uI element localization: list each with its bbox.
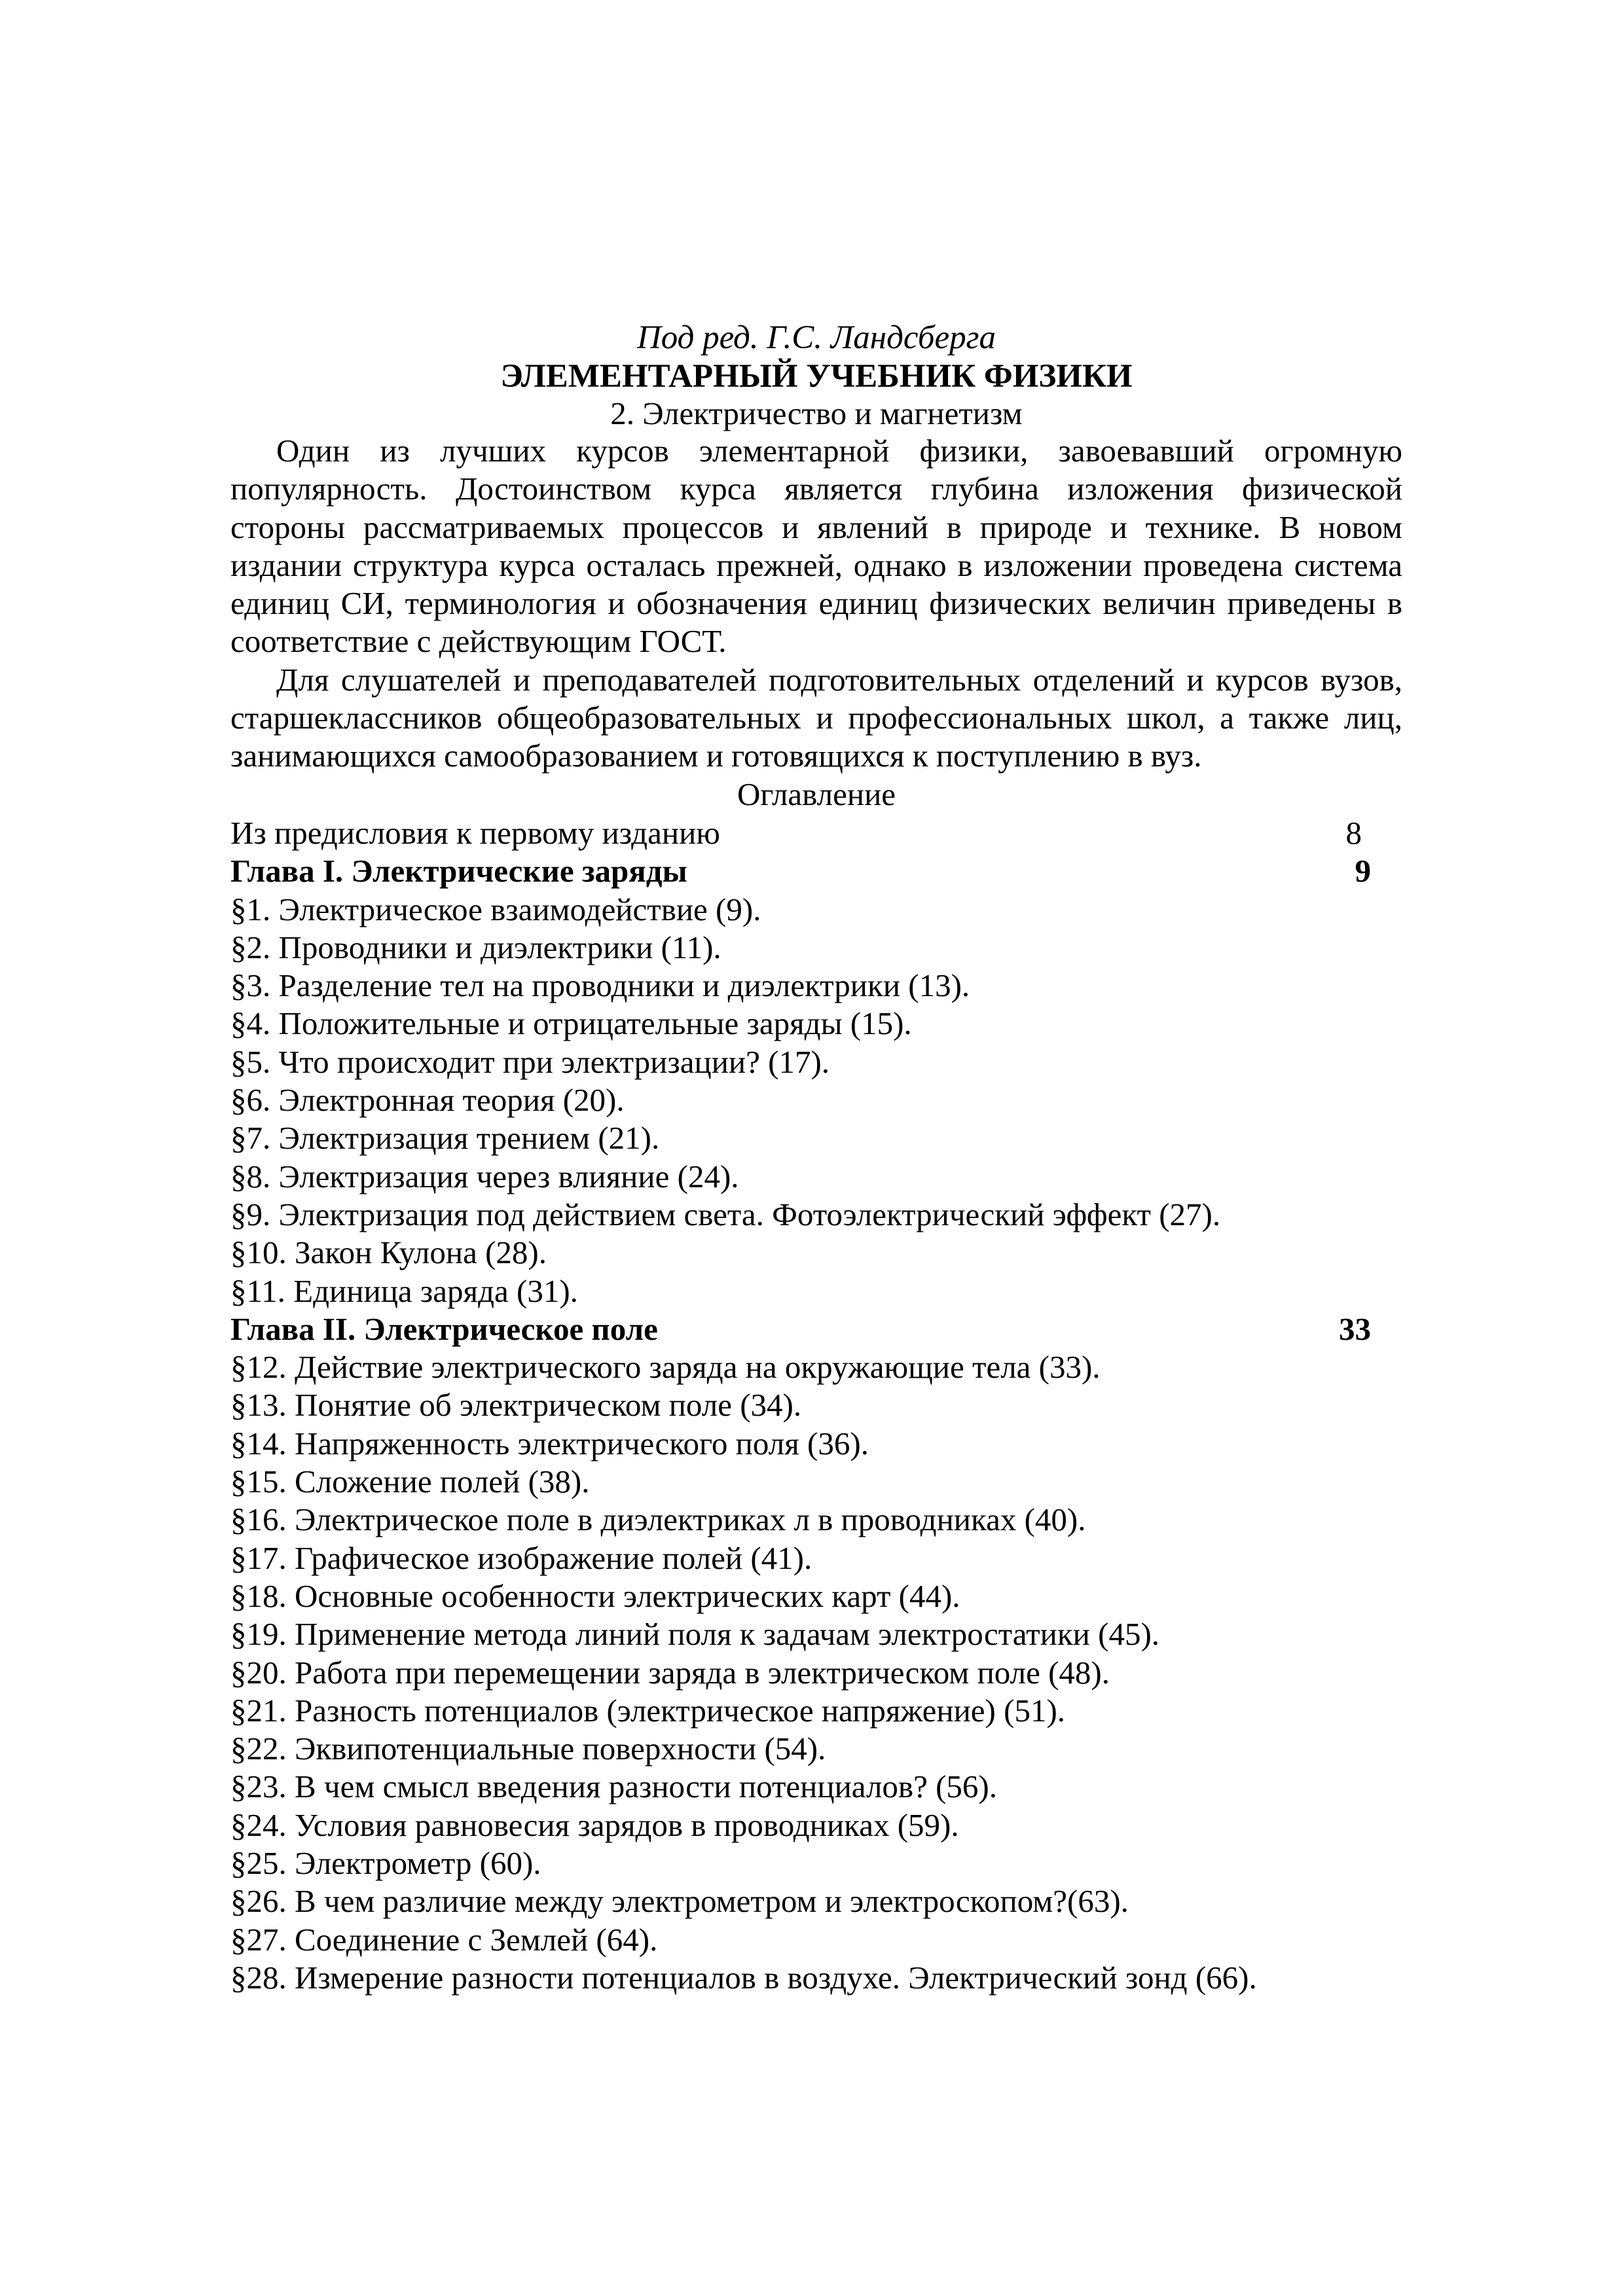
table-of-contents bbox=[230, 814, 1402, 1997]
toc-chapter-row bbox=[230, 852, 1402, 890]
toc-entry-title: §6. Электронная теория (20). bbox=[230, 1082, 625, 1119]
toc-entry-title: §14. Напряженность электрического поля (36). bbox=[230, 1425, 869, 1462]
toc-entry-row bbox=[230, 1463, 1402, 1501]
toc-entry-title: §18. Основные особенности электрических карт (44). bbox=[230, 1577, 960, 1614]
toc-entry-title: §8. Электризация через влияние (24). bbox=[230, 1158, 739, 1194]
toc-entry-title: §10. Закон Кулона (28). bbox=[230, 1234, 547, 1271]
toc-entry-row bbox=[230, 1272, 1402, 1310]
book-editor: Под ред. Г.С. Ландсберга bbox=[636, 319, 996, 356]
annotation-paragraph: Один из лучших курсов элементарной физики, завоевавший огромную популярность. Достоинством курса является глубина изложения физической стороны рассматриваемых процессов и явлений в природе и технике. В новом издании структура курса осталась прежней, однако в изложении проведена система единиц СИ, терминология и обозначения единиц физических величин приведены в соответствие с действующим ГОСТ. bbox=[230, 433, 1402, 660]
toc-entry-title: §13. Понятие об электрическом поле (34). bbox=[230, 1387, 802, 1424]
toc-entry-row bbox=[230, 1692, 1402, 1730]
toc-entry-title: §26. В чем различие между электрометром и электроскопом?(63). bbox=[230, 1883, 1129, 1920]
toc-entry-row bbox=[230, 1158, 1402, 1196]
annotation-paragraph: Для слушателей и преподавателей подготовительных отделений и курсов вузов, старшеклассников общеобразовательных и профессиональных школ, а также лиц, занимающихся самообразованием и готовящихся к поступлению в вуз. bbox=[230, 661, 1402, 774]
book-title: ЭЛЕМЕНТАРНЫЙ УЧЕБНИК ФИЗИКИ bbox=[500, 358, 1133, 395]
toc-page-number: 33 bbox=[1339, 1310, 1371, 1347]
toc-entry-row bbox=[230, 1959, 1402, 1997]
toc-entry-title: §1. Электрическое взаимодействие (9). bbox=[230, 891, 761, 927]
toc-entry-row bbox=[230, 1196, 1402, 1234]
toc-entry-row bbox=[230, 1386, 1402, 1424]
toc-entry-title: Из предисловия к первому изданию bbox=[230, 815, 720, 851]
book-annotation bbox=[230, 432, 1402, 776]
toc-entry-row bbox=[230, 814, 1402, 852]
toc-entry-title: §27. Соединение с Землей (64). bbox=[230, 1921, 658, 1958]
toc-entry-row bbox=[230, 1806, 1402, 1844]
toc-entry-row bbox=[230, 1882, 1402, 1920]
toc-entry-title: §20. Работа при перемещении заряда в электрическом поле (48). bbox=[230, 1654, 1110, 1691]
toc-entry-title: §9. Электризация под действием света. Фотоэлектрический эффект (27). bbox=[230, 1196, 1221, 1232]
toc-chapter-title: Глава I. Электрические заряды bbox=[230, 853, 687, 889]
toc-entry-row bbox=[230, 1577, 1402, 1615]
toc-entry-title: §23. В чем смысл введения разности потенциалов? (56). bbox=[230, 1768, 997, 1805]
toc-entry-title: §16. Электрическое поле в диэлектриках л в проводниках (40). bbox=[230, 1501, 1086, 1538]
toc-entry-row bbox=[230, 1348, 1402, 1386]
toc-entry-title: §4. Положительные и отрицательные заряды (15). bbox=[230, 1005, 912, 1042]
toc-entry-row bbox=[230, 1005, 1402, 1043]
toc-entry-row bbox=[230, 1425, 1402, 1463]
toc-chapter-row bbox=[230, 1310, 1402, 1348]
toc-entry-title: §22. Эквипотенциальные поверхности (54). bbox=[230, 1731, 826, 1767]
toc-entry-row bbox=[230, 967, 1402, 1005]
toc-entry-title: §25. Электрометр (60). bbox=[230, 1845, 541, 1882]
toc-entry-row bbox=[230, 891, 1402, 929]
toc-entry-row bbox=[230, 1768, 1402, 1806]
toc-entry-row bbox=[230, 1119, 1402, 1157]
toc-entry-row bbox=[230, 1730, 1402, 1768]
toc-entry-row bbox=[230, 1921, 1402, 1959]
toc-page-number: 8 bbox=[1345, 815, 1362, 851]
toc-entry-title: §2. Проводники и диэлектрики (11). bbox=[230, 929, 721, 965]
toc-entry-title: §15. Сложение полей (38). bbox=[230, 1463, 590, 1500]
toc-entry-title: §17. Графическое изображение полей (41). bbox=[230, 1539, 812, 1576]
toc-entry-row bbox=[230, 1539, 1402, 1577]
toc-entry-row bbox=[230, 1043, 1402, 1081]
book-volume: 2. Электричество и магнетизм bbox=[610, 395, 1023, 431]
toc-entry-title: §28. Измерение разности потенциалов в воздухе. Электрический зонд (66). bbox=[230, 1959, 1257, 1996]
toc-entry-row bbox=[230, 1615, 1402, 1653]
toc-entry-row bbox=[230, 1654, 1402, 1692]
toc-page-number: 9 bbox=[1355, 853, 1371, 889]
toc-entry-title: §11. Единица заряда (31). bbox=[230, 1272, 578, 1309]
toc-entry-title: §7. Электризация трением (21). bbox=[230, 1120, 660, 1157]
toc-entry-row bbox=[230, 929, 1402, 967]
toc-entry-row bbox=[230, 1501, 1402, 1539]
toc-entry-title: §12. Действие электрического заряда на окружающие тела (33). bbox=[230, 1349, 1101, 1386]
toc-entry-row bbox=[230, 1844, 1402, 1882]
toc-entry-row bbox=[230, 1081, 1402, 1119]
toc-heading: Оглавление bbox=[737, 776, 896, 812]
toc-entry-title: §21. Разность потенциалов (электрическое напряжение) (51). bbox=[230, 1692, 1066, 1729]
toc-entry-title: §3. Разделение тел на проводники и диэлектрики (13). bbox=[230, 967, 970, 1004]
toc-entry-title: §24. Условия равновесия зарядов в проводниках (59). bbox=[230, 1806, 959, 1843]
toc-entry-title: §19. Применение метода линий поля к задачам электростатики (45). bbox=[230, 1616, 1160, 1653]
toc-entry-row bbox=[230, 1234, 1402, 1272]
toc-chapter-title: Глава II. Электрическое поле bbox=[230, 1310, 658, 1347]
toc-entry-title: §5. Что происходит при электризации? (17). bbox=[230, 1043, 830, 1080]
